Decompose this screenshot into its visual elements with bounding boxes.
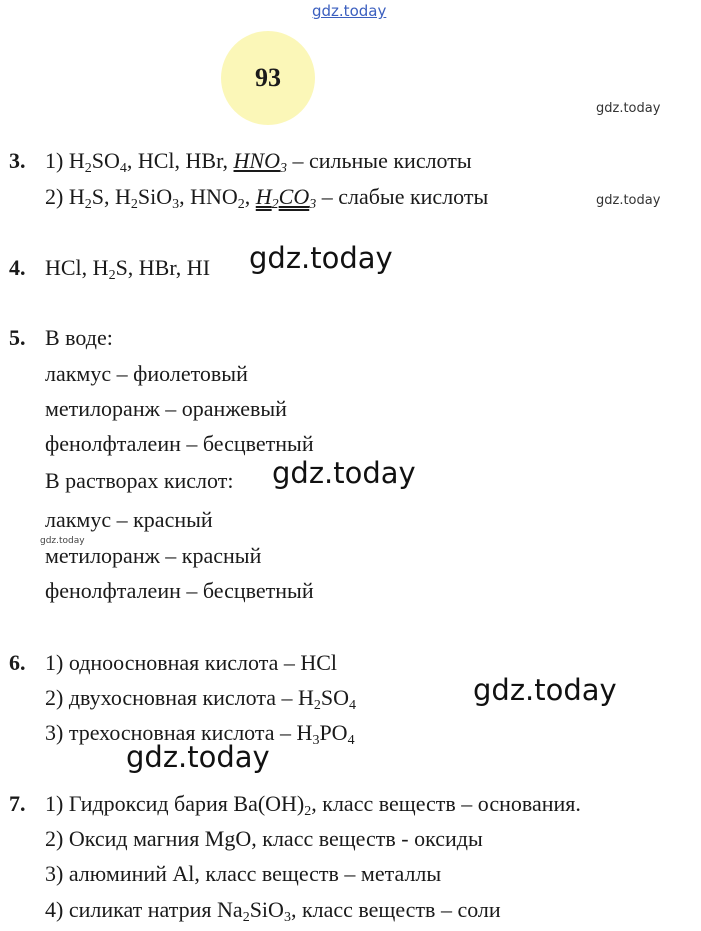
q5-line-5: В растворах кислот:	[45, 468, 234, 493]
watermark-tiny: gdz.today	[40, 536, 85, 546]
q3-line-2: 2) $H_2S$, $H_2SiO_3$, $HNO_2$, $H_2CO_3$ – слабые кислоты	[45, 184, 489, 212]
q5-line-1: В воде:	[45, 325, 113, 350]
q6-line-1: 1) одноосновная кислота – HCl	[45, 650, 338, 675]
q5-line-4: фенолфталеин – бесцветный	[45, 431, 314, 456]
watermark-q6-below: gdz.today	[126, 740, 270, 774]
q5-line-3: метилоранж – оранжевый	[45, 396, 287, 421]
q7-line-4: 4) силикат натрия $Na_2SiO_3$, класс веществ – соли	[45, 897, 501, 925]
q4-line: HCl, $H_2S$, HBr, HI	[45, 255, 211, 283]
watermark-top: gdz.today	[312, 2, 387, 20]
q3-line-1: 1) $H_2SO_4$, HCl, HBr, $HNO_3$ – сильные кислоты	[45, 148, 472, 176]
watermark-q4: gdz.today	[249, 241, 393, 275]
page-number: 93	[255, 63, 281, 92]
watermark-q5: gdz.today	[272, 456, 416, 490]
question-5-number: 5.	[9, 325, 26, 350]
q7-line-2: 2) Оксид магния MgO, класс веществ - оксиды	[45, 826, 483, 851]
question-7-number: 7.	[9, 791, 26, 816]
watermark-right-top: gdz.today	[596, 101, 661, 116]
q5-line-7: метилоранж – красный	[45, 543, 262, 568]
q7-line-1: 1) Гидроксид бария $Ba(OH)_2$, класс веществ – основания.	[45, 791, 581, 819]
q5-line-8: фенолфталеин – бесцветный	[45, 578, 314, 603]
q6-line-3: 3) трехосновная кислота – $H_3PO_4$	[45, 720, 355, 748]
watermark-q6-right: gdz.today	[473, 673, 617, 707]
question-6-number: 6.	[9, 650, 26, 675]
watermark-q3: gdz.today	[596, 193, 661, 208]
question-4-number: 4.	[9, 255, 26, 280]
q5-line-2: лакмус – фиолетовый	[45, 361, 248, 386]
q5-line-6: лакмус – красный	[45, 507, 213, 532]
question-3-number: 3.	[9, 148, 26, 173]
q7-line-3: 3) алюминий Al, класс веществ – металлы	[45, 861, 442, 886]
q6-line-2: 2) двухосновная кислота – $H_2SO_4$	[45, 685, 357, 713]
